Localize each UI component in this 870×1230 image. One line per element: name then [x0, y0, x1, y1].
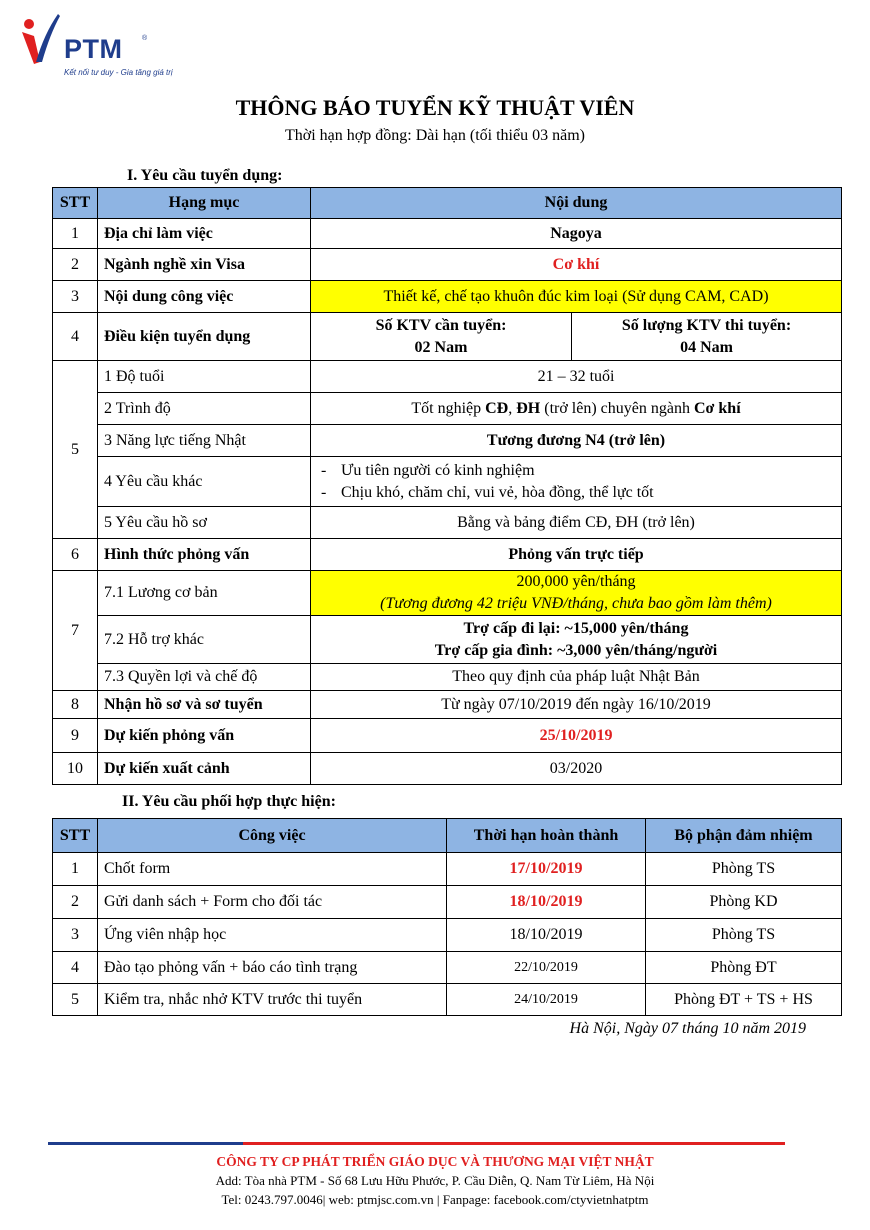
base-salary: [311, 571, 842, 616]
company-logo: [20, 14, 173, 84]
work-location: Nagoya: [311, 219, 842, 249]
footer-divider-red: [243, 1142, 785, 1145]
list-item: - Chịu khó, chăm chỉ, vui vẻ, hòa đồng, thể lực tốt: [317, 482, 835, 504]
required-count-title: Số KTV cần tuyển:: [375, 316, 507, 334]
salary-amount: 200,000 yên/tháng: [516, 573, 636, 590]
row-label: 7.2 Hỗ trợ khác: [98, 616, 311, 664]
table-header-row: [53, 188, 842, 219]
task-name: Đào tạo phỏng vấn + báo cáo tình trạng: [98, 952, 447, 984]
row-label: Nội dung công việc: [98, 281, 311, 313]
header-stt: STT: [53, 819, 98, 853]
table-row: [53, 219, 842, 249]
row-stt: 1: [53, 853, 98, 886]
task-deadline: 24/10/2019: [447, 984, 646, 1016]
row-label: Dự kiến phỏng vấn: [98, 719, 311, 753]
edu-sep: ,: [508, 399, 517, 417]
task-name: Chốt form: [98, 853, 447, 886]
row-stt: 7: [53, 571, 98, 691]
header-task: Công việc: [98, 819, 447, 853]
table-row: [53, 984, 842, 1016]
edu-text: Tốt nghiệp: [411, 399, 486, 417]
table-row: [53, 853, 842, 886]
table-row: [53, 719, 842, 753]
table-row: [53, 753, 842, 785]
table-row: [53, 691, 842, 719]
row-stt: 3: [53, 281, 98, 313]
other-allowances: [311, 616, 842, 664]
row-label: Ngành nghề xin Visa: [98, 249, 311, 281]
task-deadline: 18/10/2019: [447, 919, 646, 952]
footer-address: Add: Tòa nhà PTM - Số 68 Lưu Hữu Phước, P. Cầu Diễn, Q. Nam Từ Liêm, Hà Nội: [215, 1173, 655, 1188]
row-label: Địa chỉ làm việc: [98, 219, 311, 249]
row-stt: 6: [53, 539, 98, 571]
interview-date: 25/10/2019: [311, 719, 842, 753]
exam-count-cell: [572, 313, 842, 361]
task-department: Phòng TS: [646, 919, 842, 952]
exam-count-value: 04 Nam: [680, 338, 733, 356]
task-deadline: 17/10/2019: [447, 853, 646, 886]
table-row: [53, 249, 842, 281]
row-label: Dự kiến xuất cảnh: [98, 753, 311, 785]
table-row: [53, 507, 842, 539]
ptm-logo-mark-icon: [20, 14, 64, 74]
footer-divider-blue: [48, 1142, 243, 1145]
table-row: [53, 886, 842, 919]
other-requirements-list: [317, 460, 835, 504]
task-department: Phòng ĐT: [646, 952, 842, 984]
age-range: 21 – 32 tuổi: [311, 361, 842, 393]
task-name: Kiểm tra, nhắc nhở KTV trước thi tuyển: [98, 984, 447, 1016]
required-count-cell: [311, 313, 572, 361]
row-stt: 10: [53, 753, 98, 785]
header-content: Nội dung: [311, 188, 842, 219]
row-stt: 9: [53, 719, 98, 753]
family-allowance: Trợ cấp gia đình: ~3,000 yên/tháng/người: [434, 641, 718, 659]
row-label: 7.3 Quyền lợi và chế độ: [98, 664, 311, 691]
table-row: [53, 457, 842, 507]
row-stt: 2: [53, 249, 98, 281]
row-stt: 4: [53, 952, 98, 984]
row-label: 2 Trình độ: [98, 393, 311, 425]
task-department: Phòng KD: [646, 886, 842, 919]
row-stt: 1: [53, 219, 98, 249]
travel-allowance: Trợ cấp đi lại: ~15,000 yên/tháng: [463, 619, 689, 637]
document-requirements: Bằng và bảng điểm CĐ, ĐH (trở lên): [311, 507, 842, 539]
header-stt: STT: [53, 188, 98, 219]
table-row: [53, 281, 842, 313]
task-name: Gửi danh sách + Form cho đối tác: [98, 886, 447, 919]
edu-degree-college: CĐ: [485, 399, 509, 417]
visa-industry: Cơ khí: [311, 249, 842, 281]
education-requirement: [311, 393, 842, 425]
row-label: 7.1 Lương cơ bản: [98, 571, 311, 616]
row-label: Điều kiện tuyển dụng: [98, 313, 311, 361]
logo-registered-mark: ®: [142, 35, 148, 42]
requirements-table: [52, 187, 842, 785]
page-title: THÔNG BÁO TUYỂN KỸ THUẬT VIÊN: [235, 95, 635, 120]
table-row: [53, 313, 842, 361]
page-subtitle: Thời hạn hợp đồng: Dài hạn (tối thiểu 03 năm): [285, 127, 585, 144]
application-period: Từ ngày 07/10/2019 đến ngày 16/10/2019: [311, 691, 842, 719]
header-category: Hạng mục: [98, 188, 311, 219]
row-stt: 3: [53, 919, 98, 952]
row-stt: 4: [53, 313, 98, 361]
task-deadline: 22/10/2019: [447, 952, 646, 984]
table-row: [53, 361, 842, 393]
row-label: 1 Độ tuổi: [98, 361, 311, 393]
footer-contact: Tel: 0243.797.0046| web: ptmjsc.com.vn | Fanpage: facebook.com/ctyvietnhatptm: [221, 1192, 649, 1207]
edu-text: (trở lên) chuyên ngành: [540, 399, 694, 417]
other-requirements: [311, 457, 842, 507]
logo-slogan: Kết nối tư duy - Gia tăng giá trị: [64, 68, 173, 77]
row-stt: 8: [53, 691, 98, 719]
section1-heading: I. Yêu cầu tuyển dụng:: [127, 167, 283, 184]
task-name: Ứng viên nhập học: [98, 919, 447, 952]
table-row: [53, 539, 842, 571]
coordination-table: [52, 818, 842, 1016]
job-description: Thiết kế, chế tạo khuôn đúc kim loại (Sử dụng CAM, CAD): [311, 281, 842, 313]
logo-brand: PTM: [64, 34, 123, 64]
row-stt: 5: [53, 361, 98, 539]
row-label: Nhận hồ sơ và sơ tuyển: [98, 691, 311, 719]
edu-degree-university: ĐH: [516, 399, 541, 417]
table-row: [53, 393, 842, 425]
header-department: Bộ phận đảm nhiệm: [646, 819, 842, 853]
table-row: [53, 664, 842, 691]
row-label: 5 Yêu cầu hồ sơ: [98, 507, 311, 539]
table-row: [53, 616, 842, 664]
exam-count-title: Số lượng KTV thi tuyển:: [621, 316, 792, 334]
row-label: 3 Năng lực tiếng Nhật: [98, 425, 311, 457]
row-label: Hình thức phỏng vấn: [98, 539, 311, 571]
task-department: Phòng TS: [646, 853, 842, 886]
header-deadline: Thời hạn hoàn thành: [447, 819, 646, 853]
table-header-row: [53, 819, 842, 853]
list-item: - Ưu tiên người có kinh nghiệm: [317, 460, 835, 482]
edu-major: Cơ khí: [693, 399, 741, 417]
departure-date: 03/2020: [311, 753, 842, 785]
document-date: Hà Nội, Ngày 07 tháng 10 năm 2019: [569, 1020, 806, 1037]
table-row: [53, 919, 842, 952]
table-row: [53, 952, 842, 984]
interview-format: Phỏng vấn trực tiếp: [311, 539, 842, 571]
row-stt: 2: [53, 886, 98, 919]
salary-note: (Tương đương 42 triệu VNĐ/tháng, chưa bao gồm làm thêm): [380, 595, 772, 612]
task-department: Phòng ĐT + TS + HS: [646, 984, 842, 1016]
japanese-level: Tương đương N4 (trở lên): [311, 425, 842, 457]
required-count-value: 02 Nam: [414, 338, 468, 356]
table-row: [53, 571, 842, 616]
row-label: 4 Yêu cầu khác: [98, 457, 311, 507]
table-row: [53, 425, 842, 457]
task-deadline: 18/10/2019: [447, 886, 646, 919]
section2-heading: II. Yêu cầu phối hợp thực hiện:: [122, 793, 336, 810]
footer-company: CÔNG TY CP PHÁT TRIỂN GIÁO DỤC VÀ THƯƠNG MẠI VIỆT NHẬT: [216, 1154, 654, 1169]
row-stt: 5: [53, 984, 98, 1016]
benefits: Theo quy định của pháp luật Nhật Bản: [311, 664, 842, 691]
